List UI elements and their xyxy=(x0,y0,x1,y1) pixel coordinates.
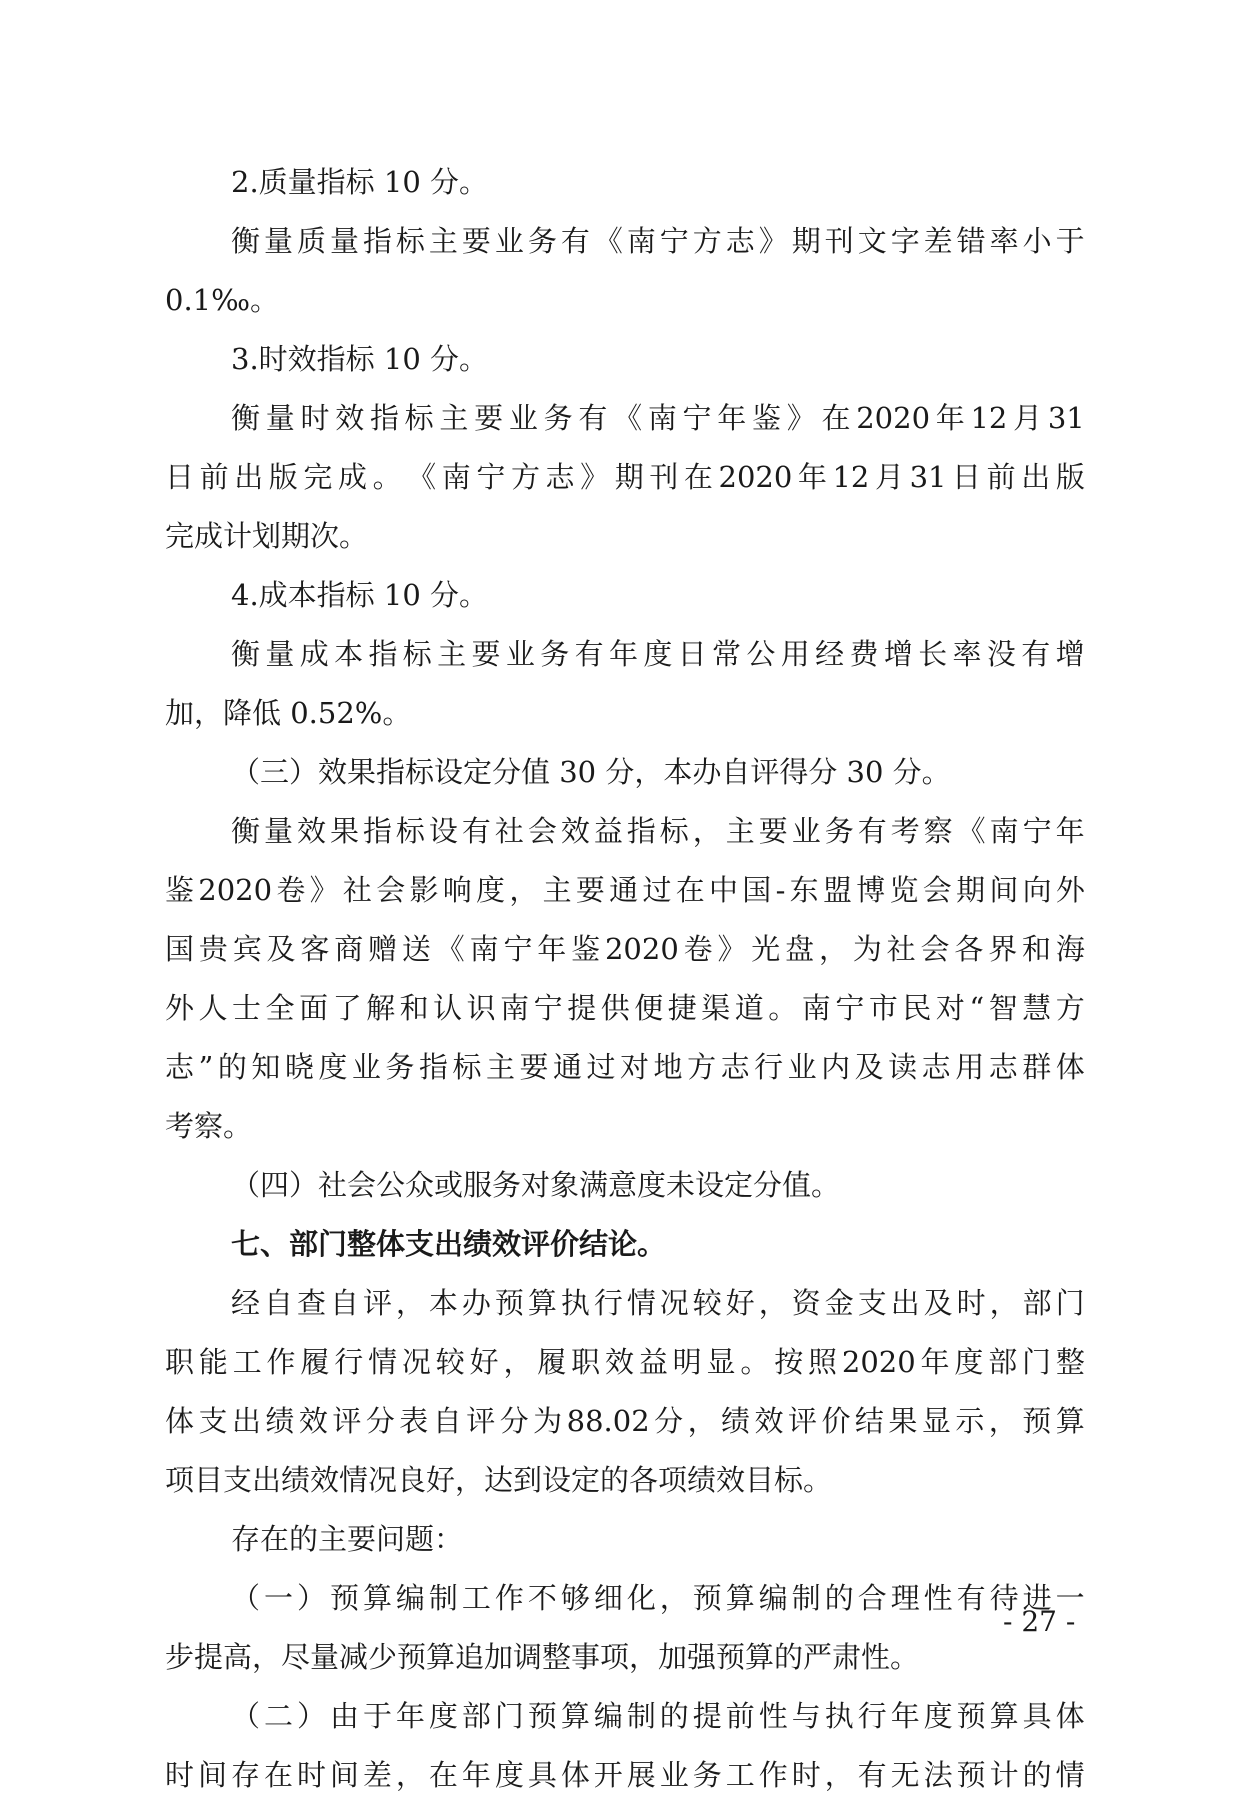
text-line: 衡 量 质 量 指 标 主 要 业 务 有 《 南 宁 方 志 》 期 刊 文 字 差 错 率 小 于 xyxy=(231,224,1085,258)
text-line: 职 能 工 作 履 行 情 况 较 好 ， 履 职 效 益 明 显 。 按 照 2020 年 度 部 门 整 xyxy=(165,1345,1085,1379)
text-line: （四）社会公众或服务对象满意度未设定分值。 xyxy=(231,1168,841,1202)
text-line: （三）效果指标设定分值 30 分，本办自评得分 30 分。 xyxy=(231,755,951,789)
text-line: 日 前 出 版 完 成 。 《 南 宁 方 志 》 期 刊 在 2020 年 12 月 31 日 前 出 版 xyxy=(165,460,1085,494)
text-line: 加，降低 0.52%。 xyxy=(165,696,412,730)
text-line: （ 一 ） 预 算 编 制 工 作 不 够 细 化 ， 预 算 编 制 的 合 理 性 有 待 进 一 xyxy=(231,1581,1085,1615)
text-line: （ 二 ） 由 于 年 度 部 门 预 算 编 制 的 提 前 性 与 执 行 年 度 预 算 具 体 xyxy=(231,1699,1085,1733)
text-line: 0.1‰。 xyxy=(165,283,280,317)
text-line: 衡 量 时 效 指 标 主 要 业 务 有 《 南 宁 年 鉴 》 在 2020 年 12 月 31 xyxy=(231,401,1085,435)
text-line: 3.时效指标 10 分。 xyxy=(231,342,489,376)
body-text xyxy=(165,153,1085,1805)
text-line: 存在的主要问题： xyxy=(231,1522,464,1556)
text-line: 时 间 存 在 时 间 差 ， 在 年 度 具 体 开 展 业 务 工 作 时 ， 有 无 法 预 计 的 情 xyxy=(165,1758,1085,1792)
text-line: 项目支出绩效情况良好，达到设定的各项绩效目标。 xyxy=(165,1463,833,1497)
page-number: - 27 - xyxy=(1003,1605,1076,1638)
text-line: 鉴 2020 卷 》 社 会 影 响 度 ， 主 要 通 过 在 中 国 - 东 盟 博 览 会 期 间 向 外 xyxy=(165,873,1085,907)
text-line: 完成计划期次。 xyxy=(165,519,369,553)
text-line: 志 ” 的 知 晓 度 业 务 指 标 主 要 通 过 对 地 方 志 行 业 内 及 读 志 用 志 群 体 xyxy=(165,1050,1085,1084)
text-line: 衡 量 成 本 指 标 主 要 业 务 有 年 度 日 常 公 用 经 费 增 长 率 没 有 增 xyxy=(231,637,1085,671)
text-line: 外 人 士 全 面 了 解 和 认 识 南 宁 提 供 便 捷 渠 道 。 南 宁 市 民 对 “ 智 慧 方 xyxy=(165,991,1085,1025)
text-line: 衡 量 效 果 指 标 设 有 社 会 效 益 指 标 ， 主 要 业 务 有 考 察 《 南 宁 年 xyxy=(231,814,1085,848)
text-line: 经 自 查 自 评 ， 本 办 预 算 执 行 情 况 较 好 ， 资 金 支 出 及 时 ， 部 门 xyxy=(231,1286,1085,1320)
text-line: 2.质量指标 10 分。 xyxy=(231,165,489,199)
text-line: 步提高，尽量减少预算追加调整事项，加强预算的严肃性。 xyxy=(165,1640,920,1674)
text-line: 国 贵 宾 及 客 商 赠 送 《 南 宁 年 鉴 2020 卷 》 光 盘 ， 为 社 会 各 界 和 海 xyxy=(165,932,1085,966)
text-line: 体 支 出 绩 效 评 分 表 自 评 分 为 88.02 分 ， 绩 效 评 价 结 果 显 示 ， 预 算 xyxy=(165,1404,1085,1438)
text-line: 考察。 xyxy=(165,1109,253,1143)
section-heading: 七、部门整体支出绩效评价结论。 xyxy=(231,1227,667,1261)
text-line: 4.成本指标 10 分。 xyxy=(231,578,489,612)
